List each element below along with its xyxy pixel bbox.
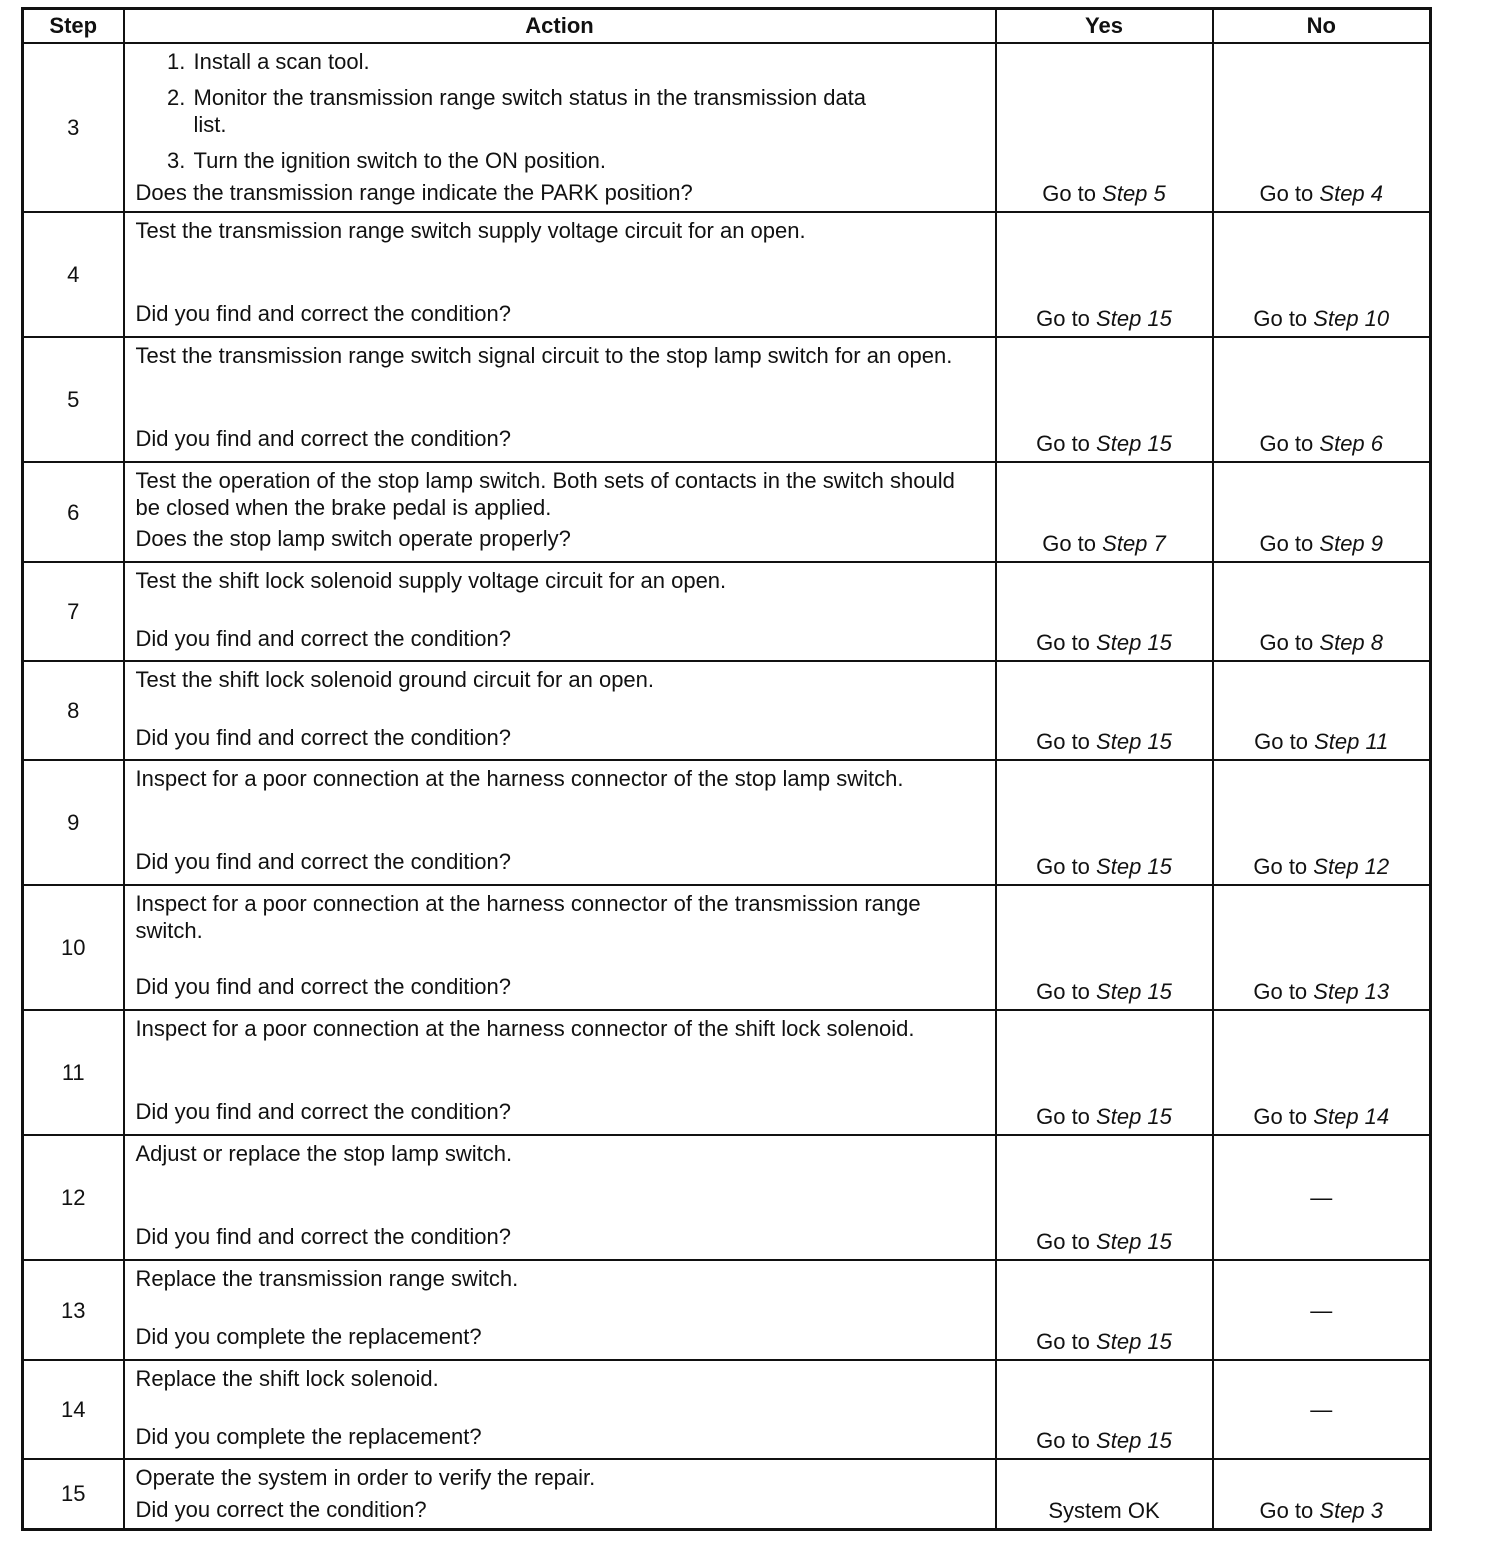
yes-step-ref: Step 15 (1096, 1229, 1172, 1254)
action-cell (124, 760, 996, 885)
yes-cell: Go to Step 15 (996, 661, 1213, 760)
yes-step-ref: Step 15 (1096, 979, 1172, 1004)
action-text: Test the transmission range switch signal circuit to the stop lamp switch for an open. (135, 343, 953, 368)
header-action: Action (124, 9, 996, 44)
yes-cell: Go to Step 15 (996, 1135, 1213, 1260)
action-question: Did you find and correct the condition? (135, 849, 511, 874)
no-cell: Go to Step 14 (1213, 1010, 1431, 1135)
table-row (23, 212, 1431, 337)
action-question: Does the transmission range indicate the PARK position? (135, 180, 693, 205)
yes-cell: Go to Step 5 (996, 43, 1213, 212)
action-question: Did you find and correct the condition? (135, 626, 511, 651)
no-step-ref: Step 11 (1314, 729, 1389, 754)
action-cell (124, 562, 996, 661)
header-no: No (1213, 9, 1431, 44)
table-row (23, 760, 1431, 885)
table-row (23, 1135, 1431, 1260)
yes-step-ref: Step 15 (1096, 1428, 1172, 1453)
step-number: 13 (23, 1260, 124, 1360)
action-cell (124, 1459, 996, 1529)
no-step-ref: Step 14 (1313, 1104, 1390, 1129)
yes-cell: Go to Step 15 (996, 562, 1213, 661)
yes-step-ref: Step 15 (1096, 1329, 1172, 1354)
action-text: Operate the system in order to verify the repair. (135, 1465, 596, 1490)
no-step-ref: Step 6 (1319, 431, 1384, 456)
substep-item: 3. Turn the ignition switch to the ON position. (192, 147, 985, 174)
action-cell (124, 661, 996, 760)
action-cell (124, 1010, 996, 1135)
action-question: Did you complete the replacement? (135, 1424, 482, 1449)
action-text: Test the operation of the stop lamp switch. Both sets of contacts in the switch should be closed when the brake pedal is applied. (135, 468, 955, 520)
diagnostic-table (21, 7, 1432, 1531)
action-cell (124, 212, 996, 337)
action-cell (124, 1360, 996, 1459)
no-cell: Go to Step 3 (1213, 1459, 1431, 1529)
action-text: Test the shift lock solenoid supply voltage circuit for an open. (135, 568, 727, 593)
yes-cell: System OK (996, 1459, 1213, 1529)
step-number: 8 (23, 661, 124, 760)
yes-step-ref: Step 5 (1102, 181, 1166, 206)
action-text: Replace the shift lock solenoid. (135, 1366, 439, 1391)
action-question: Did you find and correct the condition? (135, 1099, 511, 1124)
substep-list (136, 48, 985, 174)
no-cell: Go to Step 4 (1213, 43, 1431, 212)
yes-cell: Go to Step 15 (996, 1360, 1213, 1459)
action-text: Test the transmission range switch supply voltage circuit for an open. (135, 218, 806, 243)
action-question: Did you complete the replacement? (135, 1324, 482, 1349)
yes-step-ref: Step 15 (1096, 729, 1172, 754)
action-cell (124, 1135, 996, 1260)
step-number: 12 (23, 1135, 124, 1260)
action-question: Did you find and correct the condition? (135, 974, 511, 999)
no-cell: Go to Step 13 (1213, 885, 1431, 1010)
action-text: Test the shift lock solenoid ground circuit for an open. (135, 667, 655, 692)
no-step-ref: Step 3 (1319, 1497, 1384, 1523)
action-question: Did you correct the condition? (135, 1497, 427, 1522)
substep-item: 2. Monitor the transmission range switch status in the transmission data list. (192, 84, 985, 138)
action-cell (124, 337, 996, 462)
action-text: Replace the transmission range switch. (135, 1266, 519, 1291)
action-question: Did you find and correct the condition? (135, 1224, 511, 1249)
yes-step-ref: Step 15 (1096, 854, 1172, 879)
action-cell (124, 462, 996, 562)
no-cell: Go to Step 10 (1213, 212, 1431, 337)
no-step-ref: Step 12 (1313, 854, 1390, 879)
no-step-ref: Step 13 (1313, 979, 1390, 1004)
table-row (23, 562, 1431, 661)
action-question: Did you find and correct the condition? (135, 426, 511, 451)
table-row (23, 885, 1431, 1010)
step-number: 4 (23, 212, 124, 337)
yes-step-ref: Step 15 (1096, 1104, 1172, 1129)
table-row (23, 43, 1431, 212)
table-row (23, 337, 1431, 462)
no-step-ref: Step 10 (1313, 306, 1390, 331)
action-text: Inspect for a poor connection at the harness connector of the shift lock solenoid. (135, 1016, 915, 1041)
table-row (23, 462, 1431, 562)
table-row (23, 1459, 1431, 1529)
table-row (23, 661, 1431, 760)
action-question: Did you find and correct the condition? (135, 301, 511, 326)
no-step-ref: Step 9 (1319, 531, 1384, 556)
no-step-ref: Step 4 (1319, 181, 1384, 206)
action-question: Did you find and correct the condition? (135, 725, 511, 750)
table-row (23, 1260, 1431, 1360)
no-cell: — (1213, 1135, 1431, 1260)
yes-cell: Go to Step 15 (996, 1010, 1213, 1135)
yes-cell: Go to Step 15 (996, 760, 1213, 885)
step-number: 3 (23, 43, 124, 212)
step-number: 7 (23, 562, 124, 661)
table-row (23, 1360, 1431, 1459)
step-number: 6 (23, 462, 124, 562)
yes-cell: Go to Step 15 (996, 1260, 1213, 1360)
step-number: 11 (23, 1010, 124, 1135)
step-number: 10 (23, 885, 124, 1010)
yes-step-ref: Step 7 (1102, 531, 1166, 556)
yes-step-ref: Step 15 (1096, 306, 1172, 331)
no-step-ref: Step 8 (1319, 630, 1384, 655)
no-cell: Go to Step 6 (1213, 337, 1431, 462)
action-cell (124, 1260, 996, 1360)
no-cell: Go to Step 11 (1213, 661, 1431, 760)
yes-step-ref: Step 15 (1096, 431, 1172, 456)
table-row (23, 1010, 1431, 1135)
table-header-row (23, 9, 1431, 44)
step-number: 5 (23, 337, 124, 462)
no-cell: — (1213, 1260, 1431, 1360)
no-cell: Go to Step 9 (1213, 462, 1431, 562)
step-number: 9 (23, 760, 124, 885)
header-yes: Yes (996, 9, 1213, 44)
substep-item: 1. Install a scan tool. (192, 48, 985, 75)
step-number: 15 (23, 1459, 124, 1529)
step-number: 14 (23, 1360, 124, 1459)
no-cell: Go to Step 12 (1213, 760, 1431, 885)
yes-step-ref: Step 15 (1096, 630, 1172, 655)
action-text: Inspect for a poor connection at the harness connector of the transmission range switch. (135, 891, 921, 943)
yes-cell: Go to Step 15 (996, 885, 1213, 1010)
action-cell (124, 43, 996, 212)
action-text: Adjust or replace the stop lamp switch. (135, 1141, 513, 1166)
yes-cell: Go to Step 7 (996, 462, 1213, 562)
action-text: Inspect for a poor connection at the harness connector of the stop lamp switch. (135, 766, 904, 791)
yes-cell: Go to Step 15 (996, 212, 1213, 337)
action-question: Does the stop lamp switch operate properly? (135, 526, 571, 551)
action-cell (124, 885, 996, 1010)
no-cell: — (1213, 1360, 1431, 1459)
no-cell: Go to Step 8 (1213, 562, 1431, 661)
header-step: Step (23, 9, 124, 44)
yes-cell: Go to Step 15 (996, 337, 1213, 462)
